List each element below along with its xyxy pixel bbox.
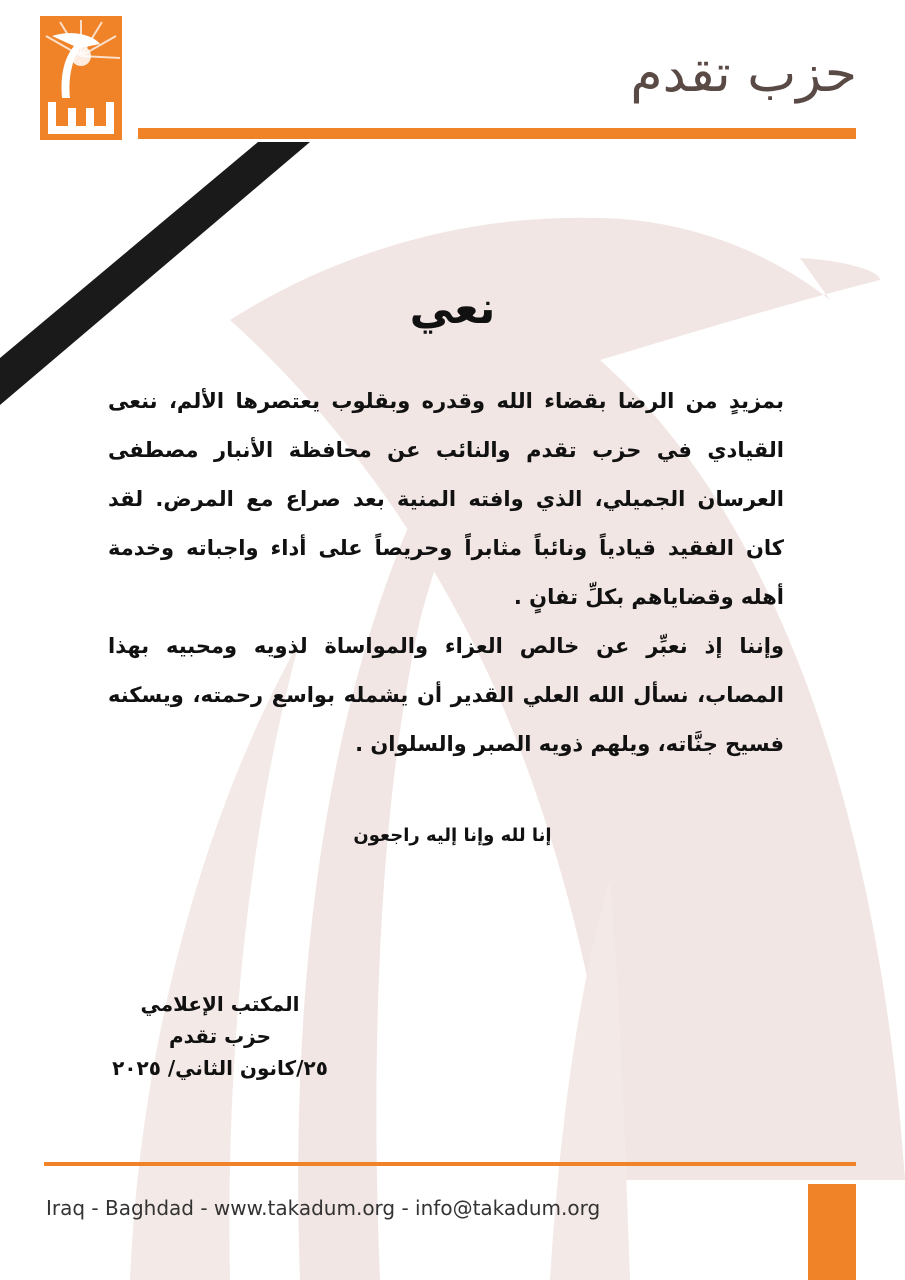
party-name: حزب تقدم <box>630 44 857 104</box>
signature-date: ٢٥/كانون الثاني/ ٢٠٢٥ <box>112 1056 328 1080</box>
logo <box>40 16 122 140</box>
header-divider <box>138 128 856 139</box>
closing-verse: إنا لله وإنا إليه راجعون <box>353 825 552 846</box>
signature-block <box>100 988 340 1084</box>
footer-accent-block <box>808 1184 856 1280</box>
signature-office: المكتب الإعلامي <box>140 992 300 1016</box>
page-title: نعي <box>409 283 496 334</box>
footer-contact: Iraq - Baghdad - www.takadum.org - info@takadum.org <box>46 1196 601 1220</box>
announcement-paragraph: وإننا إذ نعبِّر عن خالص العزاء والمواساة لذويه ومحبيه بهذا المصاب، نسأل الله العلي القدير أن يشمله بواسع رحمته، ويسكنه فسيح جنَّاته، ويلهم ذويه الصبر والسلوان . <box>108 634 784 756</box>
announcement-paragraph: بمزيدٍ من الرضا بقضاء الله وقدره وبقلوب يعتصرها الألم، ننعى القيادي في حزب تقدم والنائب عن محافظة الأنبار مصطفى العرسان الجميلي، الذي وافته المنية بعد صراع مع المرض. لقد كان الفقيد قيادياً ونائباً مثابراً وحريصاً على أداء واجباته وخدمة أهله وقضاياهم بكلِّ تفانٍ . <box>108 389 784 609</box>
footer-divider <box>44 1162 856 1166</box>
announcement-body <box>108 377 784 769</box>
signature-party: حزب تقدم <box>168 1024 272 1048</box>
mourning-ribbon-icon <box>0 142 310 405</box>
